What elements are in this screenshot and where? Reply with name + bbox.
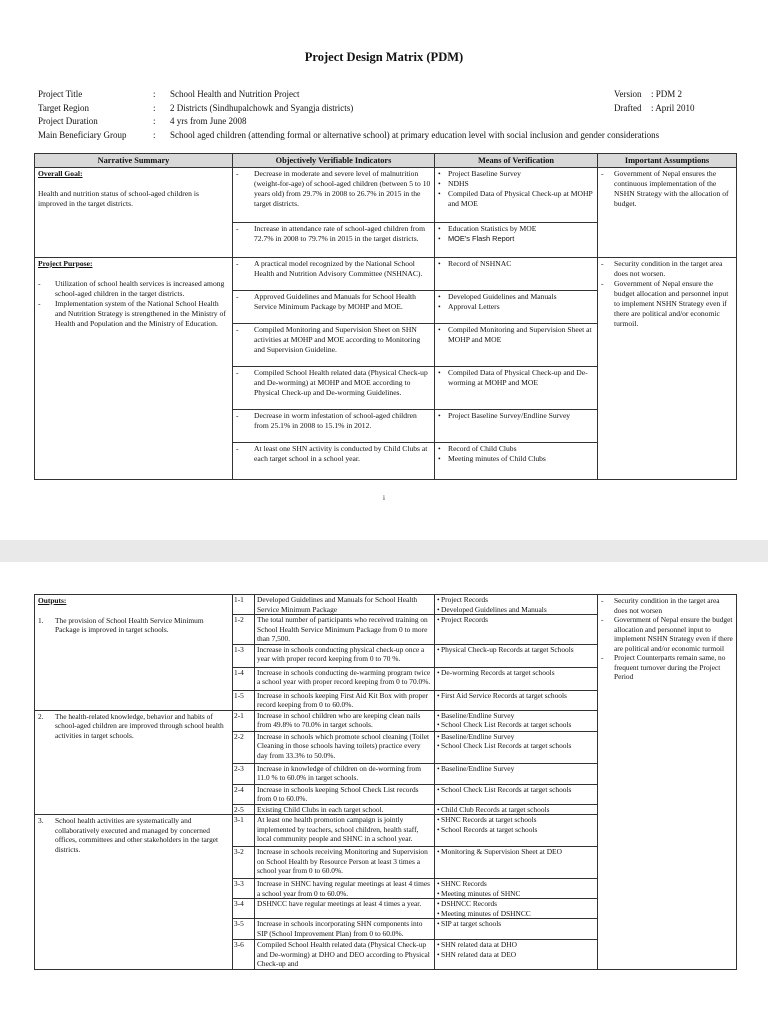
mov-cell: • SHNC Records • Meeting minutes of SHNC bbox=[435, 879, 598, 899]
indicator-cell: Increase in SHNC having regular meetings at least 4 times a school year from 0 to 60.0%. bbox=[255, 879, 435, 899]
indicator-cell: - Compiled School Health related data (Physical Check-up and De-worming) at MOHP and MOE according to Physical Check-up and De-worming Guidelines. bbox=[233, 367, 435, 410]
indicator-cell: - Approved Guidelines and Manuals for School Health Service Minimum Package by MOHP and MOE. bbox=[233, 291, 435, 324]
indicator-cell: Increase in schools receiving Monitoring and Supervision on School Health by Resource Person at least 3 times a school year from 0 to 60.0%. bbox=[255, 847, 435, 879]
mov-cell: • Developed Guidelines and Manuals • Approval Letters bbox=[435, 291, 598, 324]
pdm-table-outputs bbox=[34, 594, 737, 970]
table-row bbox=[35, 168, 737, 223]
indicator-number: 3-3 bbox=[233, 879, 255, 899]
mov-cell: • Baseline/Endline Survey • School Check List Records at target schools bbox=[435, 731, 598, 763]
output-cell: 2. The health-related knowledge, behavior and habits of school-aged children are improved through school health activities in target schools. bbox=[35, 710, 233, 815]
mov-cell: • Record of Child Clubs • Meeting minutes of Child Clubs bbox=[435, 443, 598, 480]
table-row bbox=[35, 595, 737, 615]
indicator-number: 1-2 bbox=[233, 615, 255, 645]
mov-cell: • Project Baseline Survey/Endline Survey bbox=[435, 410, 598, 443]
mov-cell: • DSHNCC Records • Meeting minutes of DSHNCC bbox=[435, 899, 598, 919]
page-gap bbox=[0, 540, 768, 562]
project-purpose-cell: Project Purpose: - Utilization of school health services is increased among school-aged children in the target districts. - Implementation system of the National School Health and Nutrition Strategy is strengthened in the Ministry of Health and Population and the Ministry of Education. bbox=[35, 258, 233, 480]
meta-row: Project Title : School Health and Nutrition Project bbox=[38, 89, 300, 99]
indicator-cell: - At least one SHN activity is conducted by Child Clubs at each target school in a school year. bbox=[233, 443, 435, 480]
indicator-cell: Increase in school children who are keeping clean nails from 49.8% to 70.0% in target schools. bbox=[255, 710, 435, 731]
overall-goal-text: Health and nutrition status of school-aged children is improved in the target districts. bbox=[38, 189, 199, 208]
mov-cell: • Baseline/Endline Survey • School Check List Records at target schools bbox=[435, 710, 598, 731]
mov-cell: • Compiled Data of Physical Check-up and De-worming at MOHP and MOE bbox=[435, 367, 598, 410]
mov-cell: • De-worming Records at target schools bbox=[435, 667, 598, 690]
indicator-cell: Developed Guidelines and Manuals for School Health Service Minimum Package bbox=[255, 595, 435, 615]
indicator-cell: Increase in schools conducting de-warming program twice a school year with proper record keeping from 0 to 70.0%. bbox=[255, 667, 435, 690]
indicator-cell: Increase in schools keeping First Aid Kit Box with proper record keeping from 0 to 60.0%. bbox=[255, 690, 435, 710]
mov-cell: • First Aid Service Records at target schools bbox=[435, 690, 598, 710]
version-block: Version : PDM 2 Drafted : April 2010 bbox=[614, 89, 695, 113]
mov-cell: • Monitoring & Supervision Sheet at DEO bbox=[435, 847, 598, 879]
outputs-heading: Outputs: bbox=[38, 596, 67, 605]
indicator-number: 3-5 bbox=[233, 919, 255, 940]
indicator-cell: Increase in schools incorporating SHN components into SIP (School Improvement Plan) from 0 to 60.0%. bbox=[255, 919, 435, 940]
indicator-cell: Increase in schools which promote school cleaning (Toilet Cleaning in those schools having toilets) practice every day from 33.3% to 50.0%. bbox=[255, 731, 435, 763]
indicator-number: 3-1 bbox=[233, 815, 255, 847]
indicator-cell: - Increase in attendance rate of school-aged children from 72.7% in 2008 to 79.7% in 2015 in the target districts. bbox=[233, 223, 435, 258]
meta-row: Target Region : 2 Districts (Sindhupalchowk and Syangja districts) bbox=[38, 102, 354, 113]
page-number: i bbox=[383, 494, 385, 502]
indicator-cell: - A practical model recognized by the National School Health and Nutrition Advisory Committee (NSHNAC). bbox=[233, 258, 435, 291]
indicator-number: 1-3 bbox=[233, 644, 255, 667]
meta-row: Project Duration : 4 yrs from June 2008 bbox=[38, 116, 247, 126]
indicator-number: 3-2 bbox=[233, 847, 255, 879]
mov-cell: • Child Club Records at target schools bbox=[435, 804, 598, 815]
indicator-number: 2-1 bbox=[233, 710, 255, 731]
assumption-cell: - Security condition in the target area does not worsen. - Government of Nepal ensure the budget allocation and personnel input to implement NSHN Strategy even if there are political and/or economic turmoil. bbox=[598, 258, 737, 480]
output-cell: Outputs: 1. The provision of School Health Service Minimum Package is improved in target schools. bbox=[35, 595, 233, 711]
project-meta bbox=[38, 88, 659, 142]
indicator-cell: The total number of participants who received training on School Health Service Minimum Package from 0 to more than 7,500. bbox=[255, 615, 435, 645]
overall-goal-heading: Overall Goal: bbox=[38, 169, 83, 178]
indicator-number: 1-1 bbox=[233, 595, 255, 615]
overall-goal-cell bbox=[35, 168, 233, 258]
meta-row: Main Beneficiary Group : School aged children (attending formal or alternative school) at primary education level with social inclusion and gender considerations bbox=[38, 129, 660, 140]
mov-cell: • Record of NSHNAC bbox=[435, 258, 598, 291]
indicator-cell: DSHNCC have regular meetings at least 4 times a year. bbox=[255, 899, 435, 919]
indicator-number: 2-5 bbox=[233, 804, 255, 815]
indicator-number: 2-3 bbox=[233, 763, 255, 784]
header-indicators: Objectively Verifiable Indicators bbox=[233, 154, 435, 168]
indicator-cell: Compiled School Health related data (Physical Check-up and De-worming) at DHO and DEO according to Physical Check-up and bbox=[255, 940, 435, 970]
indicator-number: 2-2 bbox=[233, 731, 255, 763]
mov-cell: • SIP at target schools bbox=[435, 919, 598, 940]
indicator-cell: Existing Child Clubs in each target school. bbox=[255, 804, 435, 815]
mov-cell: • SHNC Records at target schools • School Records at target schools bbox=[435, 815, 598, 847]
indicator-number: 1-5 bbox=[233, 690, 255, 710]
project-purpose-heading: Project Purpose: bbox=[38, 259, 93, 268]
indicator-cell: Increase in knowledge of children on de-worming from 11.0 % to 60.0% in target schools. bbox=[255, 763, 435, 784]
assumption-cell: - Security condition in the target area does not worsen - Government of Nepal ensure the budget allocation and personnel input to implement NSHN Strategy even if there are political and/or economic turmoil - Project Counterparts remain same, no frequent turnover during the Project Period bbox=[598, 595, 737, 970]
indicator-number: 3-4 bbox=[233, 899, 255, 919]
table-row bbox=[35, 258, 737, 291]
indicator-number: 2-4 bbox=[233, 784, 255, 804]
mov-cell: • Physical Check-up Records at target Schools bbox=[435, 644, 598, 667]
indicator-number: 1-4 bbox=[233, 667, 255, 690]
mov-cell: • Project Baseline Survey • NDHS • Compiled Data of Physical Check-up at MOHP and MOE bbox=[435, 168, 598, 223]
mov-cell: • Education Statistics by MOE • MOE's Flash Report bbox=[435, 223, 598, 258]
pdm-table-goal-purpose bbox=[34, 153, 737, 480]
mov-cell: • Compiled Monitoring and Supervision Sheet at MOHP and MOE bbox=[435, 324, 598, 367]
output-cell: 3. School health activities are systematically and collaboratively executed and managed by concerned offices, committees and other stakeholders in the target districts. bbox=[35, 815, 233, 970]
indicator-cell: At least one health promotion campaign is jointly implemented by teachers, school children, health staff, local community people and SHNC in a school year. bbox=[255, 815, 435, 847]
mov-cell: • Baseline/Endline Survey bbox=[435, 763, 598, 784]
header-narrative-summary: Narrative Summary bbox=[35, 154, 233, 168]
header-assumptions: Important Assumptions bbox=[598, 154, 737, 168]
document-title: Project Design Matrix (PDM) bbox=[304, 50, 464, 64]
mov-cell: • School Check List Records at target schools bbox=[435, 784, 598, 804]
mov-cell: • SHN related data at DHO • SHN related data at DEO bbox=[435, 940, 598, 970]
mov-cell: • Project Records bbox=[435, 615, 598, 645]
indicator-cell: - Decrease in worm infestation of school-aged children from 25.1% in 2008 to 15.1% in 2012. bbox=[233, 410, 435, 443]
header-means-of-verification: Means of Verification bbox=[435, 154, 598, 168]
assumption-cell: - Government of Nepal ensures the continuous implementation of the NSHN Strategy with the allocation of budget. bbox=[598, 168, 737, 258]
indicator-cell: Increase in schools conducting physical check-up once a year with proper record keeping from 0 to 70 %. bbox=[255, 644, 435, 667]
mov-cell: • Project Records • Developed Guidelines and Manuals bbox=[435, 595, 598, 615]
indicator-cell: Increase in schools keeping School Check List records from 0 to 60.0%. bbox=[255, 784, 435, 804]
table-header-row bbox=[35, 154, 737, 168]
indicator-cell: - Compiled Monitoring and Supervision Sheet on SHN activities at MOHP and MOE according to Monitoring and Supervision Guideline. bbox=[233, 324, 435, 367]
indicator-cell: - Decrease in moderate and severe level of malnutrition (weight-for-age) of school-aged children (between 5 to 10 years old) from 29.7% in 2008 to 26.7% in 2015 in the target districts. bbox=[233, 168, 435, 223]
indicator-number: 3-6 bbox=[233, 940, 255, 970]
